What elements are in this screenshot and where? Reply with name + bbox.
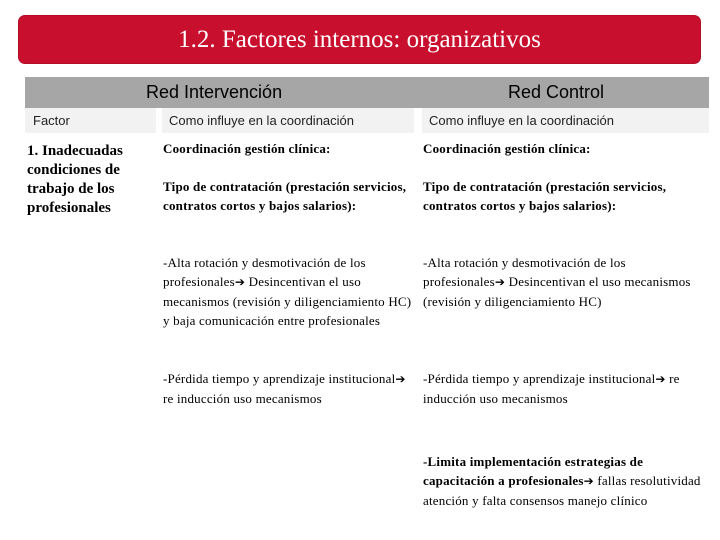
ctl-rotation-paragraph — [423, 253, 708, 311]
subheader-factor: Factor — [33, 113, 70, 128]
arrow-icon: ➔ — [234, 275, 246, 289]
arrow-icon: ➔ — [655, 372, 666, 386]
int-rotation-paragraph — [163, 253, 413, 330]
header-control: Red Control — [508, 82, 605, 102]
arrow-icon: ➔ — [395, 372, 406, 386]
ctl-contract-type: Tipo de contratación (prestación servicios, contratos cortos y bajos salarios): — [423, 179, 667, 213]
int-rotation-effect: Desincentivan el uso mecanismos (revisión y diligenciamiento HC) y baja comunicación entre profesionales — [163, 274, 412, 328]
title-bar — [19, 16, 700, 63]
subheader-intervention: Como influye en la coordinación — [169, 113, 354, 128]
int-loss-text: -Pérdida tiempo y aprendizaje institucional — [163, 371, 396, 386]
ctl-loss-paragraph — [423, 369, 708, 408]
int-contract-type: Tipo de contratación (prestación servicios, contratos cortos y bajos salarios): — [163, 179, 407, 213]
ctl-training-effect: fallas resolutividad atención y falta consensos manejo clínico — [423, 473, 701, 508]
int-loss-effect: re inducción uso mecanismos — [163, 391, 322, 406]
ctl-rotation-effect: Desincentivan el uso mecanismos (revisión y diligenciamiento HC) — [423, 274, 691, 309]
ctl-loss-effect: re inducción uso mecanismos — [423, 371, 680, 406]
ctl-rotation-text: -Alta rotación y desmotivación de los profesionales — [423, 255, 626, 289]
ctl-coordination-heading: Coordinación gestión clínica: — [423, 141, 591, 156]
factor-cell: 1. Inadecuadas condiciones de trabajo de los profesionales — [27, 143, 123, 216]
subheader-control: Como influye en la coordinación — [429, 113, 614, 128]
int-coordination-heading: Coordinación gestión clínica: — [163, 141, 331, 156]
ctl-training-text: -Limita implementación estrategias de capacitación a profesionales — [423, 454, 644, 488]
int-rotation-text: -Alta rotación y desmotivación de los profesionales — [163, 255, 366, 289]
header-band — [25, 77, 709, 108]
ctl-training-paragraph — [423, 452, 708, 510]
arrow-icon: ➔ — [583, 474, 594, 488]
ctl-loss-text: -Pérdida tiempo y aprendizaje institucional — [423, 371, 656, 386]
arrow-icon: ➔ — [494, 275, 506, 289]
header-intervention: Red Intervención — [146, 82, 283, 102]
int-loss-paragraph — [163, 369, 413, 408]
slide-title: 1.2. Factores internos: organizativos — [178, 25, 541, 53]
